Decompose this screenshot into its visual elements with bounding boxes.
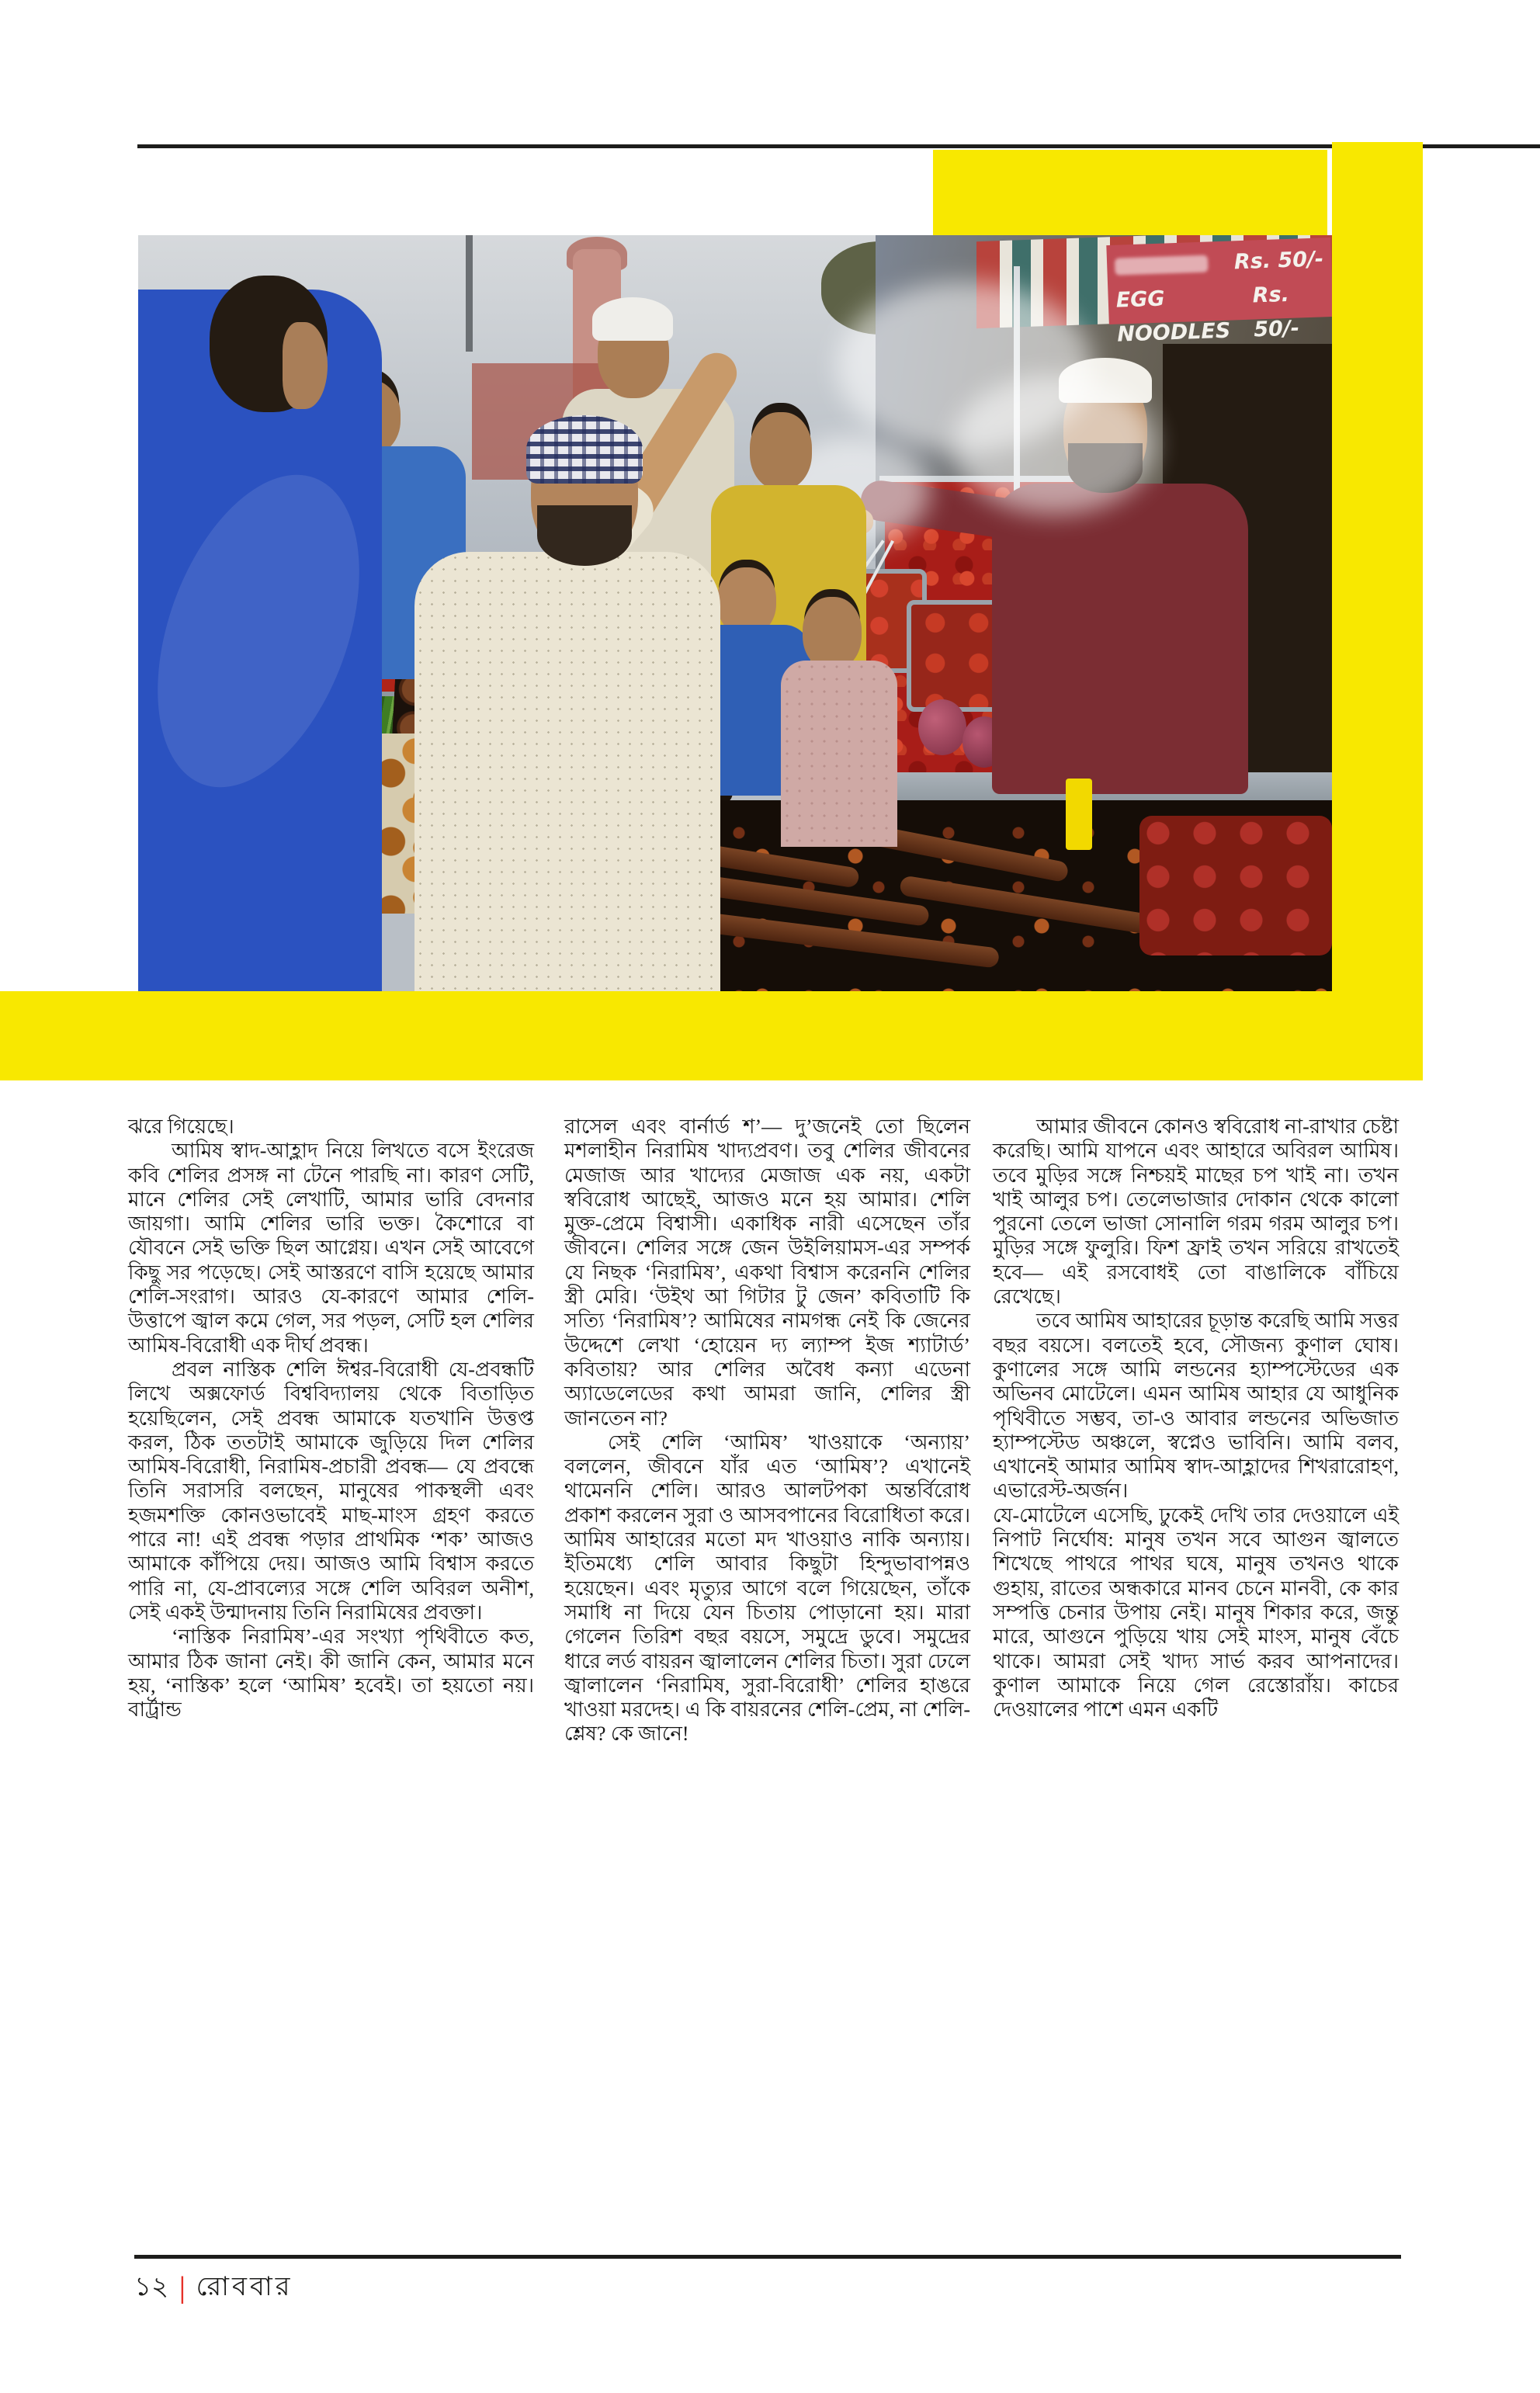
hanging-onion — [918, 699, 966, 755]
top-rule — [137, 144, 1540, 148]
paragraph: আমার জীবনে কোনও স্ববিরোধ না-রাখার চেষ্টা করেছি। আমি যাপনে এবং আহারে অবিরল আমিষ। তবে মুড়ির সঙ্গে নিশ্চয়ই মাছের চপ খাই না। তখন খাই আলুর চপ। তেলেভাজার দোকান থেকে কালো পুরনো তেলে ভাজা সোনালি গরম গরম আলুর চপ। মুড়ির সঙ্গে ফুলুরি। ফিশ ফ্রাই তখন সরিয়ে রাখতেই হবে— এই রসবোধই তো বাঙালিকে বাঁচিয়ে রেখেছে। — [993, 1115, 1399, 1309]
magazine-name: রোববার — [196, 2272, 293, 2301]
article-column-3 — [993, 1115, 1399, 1722]
customer-white-kurta — [414, 552, 720, 991]
page-number: ১২ — [134, 2272, 169, 2301]
paragraph: ঝরে গিয়েছে। — [128, 1115, 234, 1138]
footer-separator: | — [179, 2271, 186, 2305]
customer-beard — [537, 505, 632, 566]
grill-smoke — [953, 375, 1155, 515]
paragraph: তবে আমিষ আহারের চূড়ান্ত করেছি আমি সত্তর বছর বয়সে। বলতেই হবে, সৌজন্য কুণাল ঘোষ। কুণালের সঙ্গে আমি লন্ডনের হ্যাম্পস্টেডের এক অভিনব মোটেলে। এমন আমিষ আহার যে আধুনিক পৃথিবীতে সম্ভব, তা-ও আবার লন্ডনের অভিজাত হ্যাম্পস্টেড অঞ্চলে, স্বপ্নেও ভাবিনি। আমি বলব, এখানেই আমার আমিষ স্বাদ-আহ্লাদের শিখরারোহণ, এভারেস্ট-অর্জন। — [993, 1309, 1400, 1503]
background-pole — [466, 235, 473, 352]
article-column-1 — [128, 1115, 534, 1722]
footer — [134, 2271, 293, 2305]
paragraph: রাসেল এবং বার্নার্ড শ’— দু’জনেই তো ছিলেন মশলাহীন নিরামিষ খাদ্যপ্রবণ। তবু শেলির জীবনের মেজাজ আর খাদ্যের মেজাজ এক নয়, একটা স্ববিরোধ আছেই, আজও মনে হয় আমার। শেলি মুক্ত-প্রেমে বিশ্বাসী। একাধিক নারী এসেছেন তাঁর জীবনে। শেলির সঙ্গে জেন উইলিয়ামস-এর সম্পর্ক যে নিছক ‘নিরামিষ’, একথা বিশ্বাস করেননি শেলির স্ত্রী মেরি। ‘উইথ আ গিটার টু জেন’ কবিতাটি কি সত্যি ‘নিরামিষ’? আমিষের নামগন্ধ নেই কি জেনের উদ্দেশে লেখা ‘হোয়েন দ্য ল্যাম্প ইজ শ্যাটার্ড’ কবিতায়? আর শেলির অবৈধ কন্যা এডেনা অ্যাডেলেডের কথা আমরা জানি, শেলির স্ত্রী জানতেন না? — [564, 1115, 970, 1430]
price-sticker — [1066, 779, 1092, 850]
customer-patterned-cap — [526, 415, 643, 484]
customer-face — [803, 597, 862, 670]
customer-pink-shirt — [781, 661, 897, 847]
paragraph: যে-মোটেলে এসেছি, ঢুকেই দেখি তার দেওয়ালে এই নিপাট নির্ঘোষ: মানুষ তখন সবে আগুন জ্বালতে শিখেছে পাথরে পাথর ঘষে, মানুষ তখনও থাকে গুহায়, রাতের অন্ধকারে মানব চেনে মানবী, কে কার সম্পত্তি চেনার উপায় নেই। মানুষ শিকার করে, জন্তু মারে, আগুনে পুড়িয়ে খায় সেই মাংস, মানুষ বেঁচে থাকে। আমরা সেই খাদ্য সার্ভ করব আপনাদের। কুণাল আমাকে নিয়ে গেল রেস্তোরাঁয়। কাচের দেওয়ালের পাশে এমন একটি — [993, 1503, 1399, 1722]
paragraph: সেই শেলি ‘আমিষ’ খাওয়াকে ‘অন্যায়’ বললেন, জীবনে যাঁর এত ‘আমিষ’? এখানেই থামেননি শেলি। আরও আলটপকা অন্তর্বিরোধ প্রকাশ করলেন সুরা ও আসবপানের বিরোধিতা করে। আমিষ আহারের মতো মদ খাওয়াও নাকি অন্যায়। ইতিমধ্যে শেলি আবার কিছুটা হিন্দুভাবাপন্নও হয়েছেন। এবং মৃত্যুর আগে বলে গিয়েছেন, তাঁকে সমাধি না দিয়ে যেন চিতায় পোড়ানো হয়। মারা গেলেন তিরিশ বছর বয়সে, সমুদ্রে ডুবে। সমুদ্রের ধারে লর্ড বায়রন জ্বালালেন শেলির চিতা। সুরা ঢেলে জ্বালালেন ‘নিরামিষ, সুরা-বিরোধী’ শেলির হাঙরে খাওয়া মরদেহ। এ কি বায়রনের শেলি-প্রেম, না শেলি-শ্লেষ? কে জানে! — [564, 1431, 970, 1746]
paragraph: প্রবল নাস্তিক শেলি ঈশ্বর-বিরোধী যে-প্রবন্ধটি লিখে অক্সফোর্ড বিশ্ববিদ্যালয় থেকে বিতাড়িত হয়েছিলেন, সেই প্রবন্ধ আমাকে যতখানি উত্তপ্ত করল, ঠিক ততটাই আমাকে জুড়িয়ে দিল শেলির আমিষ-বিরোধী, নিরামিষ-প্রচারী প্রবন্ধ— যে প্রবন্ধে তিনি সরাসরি বলছেন, মানুষের পাকস্থলী এবং হজমশক্তি কোনওভাবেই মাছ-মাংস গ্রহণ করতে পারে না! এই প্রবন্ধ পড়ার প্রাথমিক ‘শক’ আজও আমাকে কাঁপিয়ে দেয়। আজও আমি বিশ্বাস করতে পারি না, যে-প্রাবল্যের সঙ্গে শেলি অবিরল অনীশ, সেই একই উন্মাদনায় তিনি নিরামিষের প্রবক্তা। — [128, 1358, 534, 1624]
customer-white-cap — [592, 297, 673, 341]
footer-rule — [134, 2255, 1401, 2259]
customer-face — [750, 412, 812, 490]
paragraph: আমিষ স্বাদ-আহ্লাদ নিয়ে লিখতে বসে ইংরেজ কবি শেলির প্রসঙ্গ না টেনে পারছি না। কারণ সেটি, মানে শেলির সেই লেখাটি, আমার ভারি বেদনার জায়গা। আমি শেলির ভারি ভক্ত। কৈশোরে বা যৌবনে সেই ভক্তি ছিল আগ্নেয়। এখন সেই আবেগে কিছু সর পড়েছে। সেই আস্তরণে বাসি হয়েছে আমার শেলি-সংরাগ। আরও যে-কারণে আমার শেলি-উত্তাপে জ্বাল কমে গেল, সর পড়ল, সেটি হল শেলির আমিষ-বিরোধী এক দীর্ঘ প্রবন্ধ। — [128, 1139, 534, 1357]
customer-face — [283, 322, 328, 409]
sauced-meat-tray — [1139, 816, 1332, 955]
yellow-accent-block-bottom — [0, 991, 1423, 1080]
menu-sign-item: EGG NOODLES — [1115, 286, 1231, 347]
menu-sign-row — [1115, 276, 1327, 352]
menu-sign-blurred-item — [1115, 255, 1209, 276]
menu-sign — [1106, 238, 1332, 347]
street-food-photo — [138, 235, 1332, 991]
yellow-accent-block-right — [1332, 142, 1423, 1080]
menu-sign-price: Rs. 50/- — [1233, 247, 1324, 275]
menu-sign-price: Rs. 50/- — [1252, 282, 1300, 342]
article-column-2 — [564, 1115, 970, 1746]
vendor-maroon-shirt — [992, 484, 1248, 794]
paragraph: ‘নাস্তিক নিরামিষ’-এর সংখ্যা পৃথিবীতে কত, আমার ঠিক জানা নেই। কী জানি কেন, আমার মনে হয়, ‘নাস্তিক’ হলে ‘আমিষ’ হবেই। তা হয়তো নয়। বার্ট্রান্ড — [128, 1625, 534, 1722]
